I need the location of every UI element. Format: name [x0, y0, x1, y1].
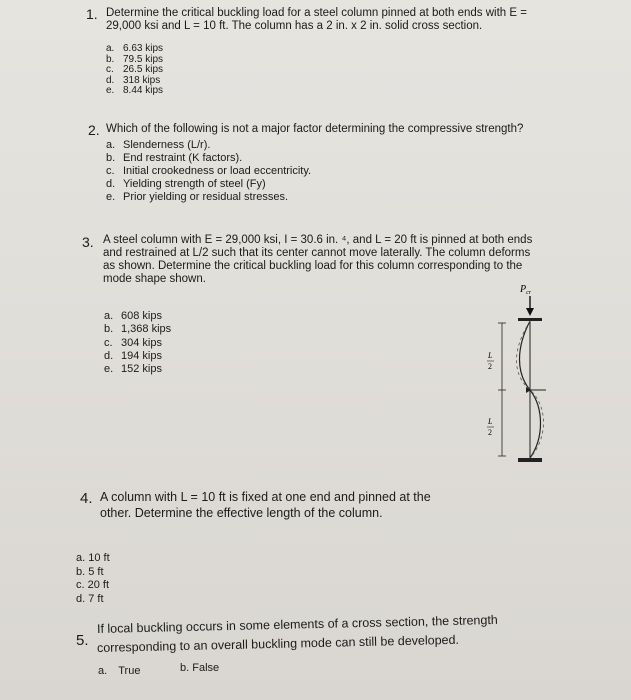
answer-options [104, 310, 171, 376]
question-text-line: as shown. Determine the critical buckling load for this column corresponding to the [103, 260, 523, 272]
question-number: 1. [86, 6, 98, 22]
question-text-line: Determine the critical buckling load for a steel column pinned at both ends with E = [106, 7, 527, 19]
svg-text:2: 2 [488, 428, 492, 437]
answer-option[interactable]: b. 5 ft [76, 565, 104, 578]
answer-option[interactable]: a. Slenderness (L/r). [106, 139, 211, 151]
question-text-line: Which of the following is not a major factor determining the compressive strength? [106, 123, 524, 135]
answer-option[interactable]: c. 26.5 kips [106, 64, 164, 75]
question-number: 3. [82, 234, 94, 250]
question-3 [0, 228, 631, 488]
question-text-line: other. Determine the effective length of the column. [100, 506, 383, 520]
question-5 [0, 610, 631, 700]
answer-option[interactable]: b. False [180, 662, 220, 674]
question-1 [0, 0, 631, 110]
answer-options [106, 139, 311, 204]
answer-option[interactable]: c. 304 kips [104, 336, 162, 349]
load-arrowhead [526, 308, 534, 316]
answer-option[interactable]: b. End restraint (K factors). [106, 152, 243, 164]
question-text-line: 29,000 ksi and L = 10 ft. The column has a 2 in. x 2 in. solid cross section. [106, 20, 483, 32]
question-number: 5. [76, 632, 89, 649]
answer-option[interactable]: a. 6.63 kips [106, 43, 164, 54]
answer-option[interactable]: b. 79.5 kips [106, 53, 164, 65]
question-number: 2. [88, 122, 100, 138]
answer-option[interactable]: c. Initial crookedness or load eccentricity. [106, 165, 312, 177]
question-text-line: A column with L = 10 ft is fixed at one end and pinned at the [100, 490, 431, 504]
answer-option[interactable]: d. 194 kips [104, 349, 162, 362]
answer-option[interactable]: a. 10 ft [76, 552, 110, 564]
question-text-line: If local buckling occurs in some elements of a cross section, the strength [96, 612, 498, 636]
answer-option[interactable]: c. 20 ft [76, 579, 110, 591]
question-number: 4. [80, 490, 93, 507]
answer-options [76, 552, 110, 606]
answer-option[interactable]: a. 608 kips [104, 310, 162, 322]
buckled-shape-lower [530, 390, 541, 458]
column-buckling-figure [478, 278, 588, 498]
question-4 [0, 486, 631, 616]
bottom-support-plate [518, 458, 542, 462]
top-pin-plate [518, 318, 542, 321]
answer-option[interactable]: e. Prior yielding or residual stresses. [106, 191, 289, 203]
answer-option[interactable]: b. 1,368 kips [104, 323, 172, 336]
question-text-line: mode shape shown. [103, 273, 206, 285]
half-length-label: L [488, 417, 493, 426]
question-text-line: and restrained at L/2 such that its center cannot move laterally. The column deforms [103, 247, 531, 259]
question-text-line: A steel column with E = 29,000 ksi, I = 30.6 in. ⁴, and L = 20 ft is pinned at both ends [103, 234, 533, 246]
answer-options [106, 44, 163, 97]
answer-option[interactable]: d. Yielding strength of steel (Fy) [106, 178, 266, 190]
question-text-line: corresponding to an overall buckling mode can still be developed. [96, 632, 460, 655]
question-2 [0, 118, 631, 213]
half-length-label: L [488, 351, 493, 360]
answer-option[interactable]: d. 7 ft [76, 592, 104, 605]
answer-option[interactable]: d. 318 kips [106, 74, 161, 86]
load-label: $P_{cr}$ [520, 284, 532, 296]
answer-option[interactable]: e. 152 kips [104, 363, 162, 376]
answer-option[interactable]: e. 8.44 kips [106, 85, 164, 96]
answer-option[interactable]: a. True [98, 665, 141, 677]
svg-text:2: 2 [488, 362, 492, 371]
